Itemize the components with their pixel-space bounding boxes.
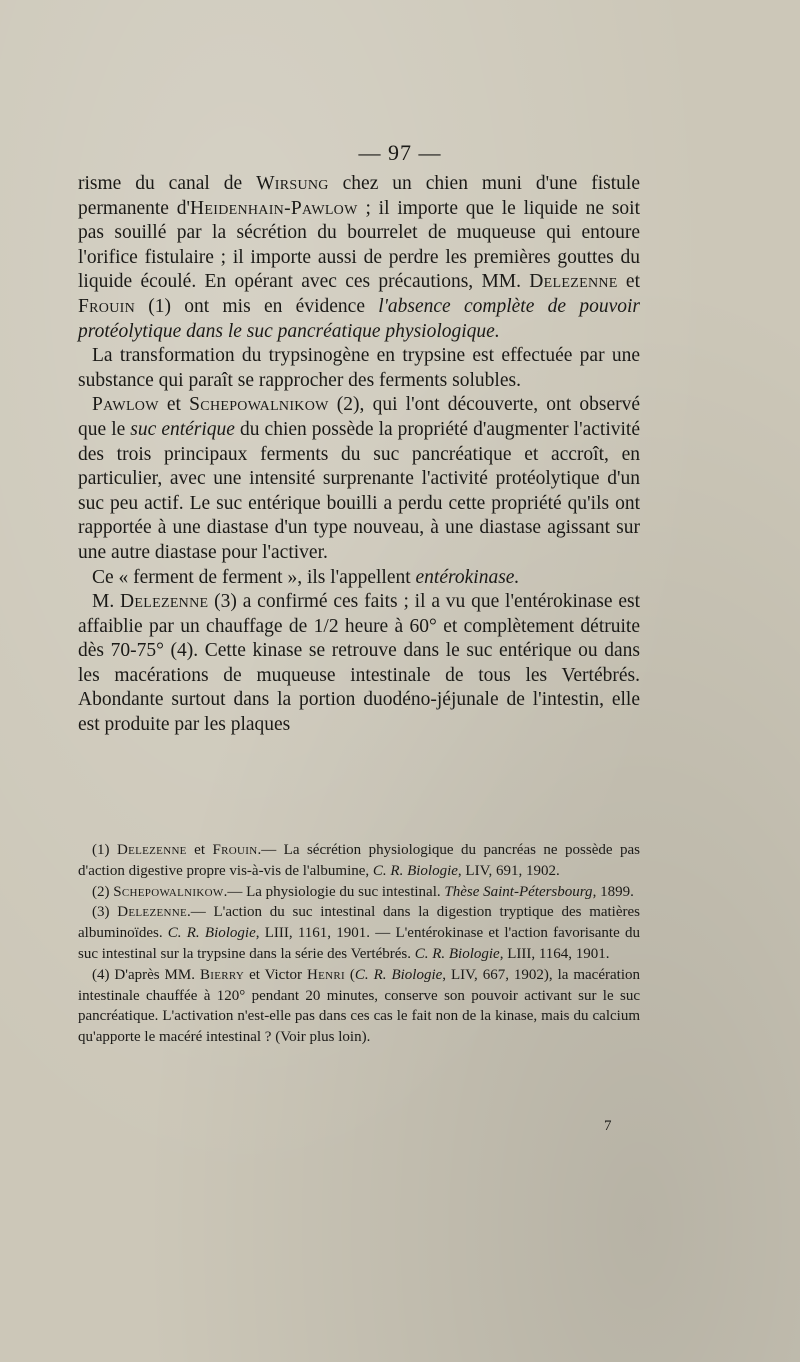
author-name: Frouin (78, 295, 135, 317)
journal-title: C. R. Biologie (354, 966, 443, 983)
author-name: Henri (306, 966, 345, 983)
paragraph-4: Ce « ferment de ferment », ils l'appellent entérokinase. (92, 566, 520, 588)
author-name: Schepowalnikow (113, 883, 224, 900)
paragraph-3: Pawlow et Schepowalnikow (2), qui l'ont découverte, ont observé que le suc entérique du chien possède la propriété d'augmenter l'activité des trois principaux ferments du suc pancréatique et accroît, en particulier, avec une intensité surprenante l'activité protéolytique d'un suc peu actif. Le suc entérique bouilli a perdu cette propriété qu'ils ont rapportée à une diastase d'un type nouveau, à une diastase agissant sur une autre diastase pour l'activer. (78, 394, 640, 563)
main-text (78, 172, 640, 738)
emphasis: l'absence complète de pouvoir protéolytique dans le suc pancréatique physiologique. (78, 295, 641, 342)
author-name: Delezenne (529, 271, 618, 293)
author-name: Delezenne (120, 591, 209, 613)
journal-title: Thèse Saint-Pétersbourg (444, 883, 593, 900)
footnote-4: (4) D'après MM. Bierry et Victor Henri (C. R. Biologie, LIV, 667, 1902), la macération intestinale chauffée à 120° pendant 20 minutes, conserve son pouvoir activant sur le suc pancréatique. L'activation n'est-elle pas dans ces cas le fait non de la kinase, mais du calcium qu'apporte le macéré intestinal ? (Voir plus loin). (78, 966, 640, 1046)
footnote-3: (3) Delezenne.— L'action du suc intestinal dans la digestion tryptique des matières albuminoïdes. C. R. Biologie, LIII, 1161, 1901. — L'entérokinase et l'action favorisante du suc intestinal sur la trypsine dans la série des Vertébrés. C. R. Biologie, LIII, 1164, 1901. (78, 904, 640, 962)
author-name: Schepowalnikow (189, 394, 329, 416)
paragraph-2: La transformation du trypsinogène en trypsine est effectuée par une substance qui paraît se rapprocher des ferments solubles. (78, 345, 640, 391)
author-name: Pawlow (92, 394, 159, 416)
journal-title: C. R. Biologie (414, 945, 500, 962)
footnote-2: (2) Schepowalnikow.— La physiologie du suc intestinal. Thèse Saint-Pétersbourg, 1899. (92, 883, 634, 900)
author-name: Delezenne (116, 842, 187, 858)
journal-title: C. R. Biologie (167, 925, 256, 942)
author-name: Heidenhain-Pawlow (190, 197, 358, 219)
author-name: Bierry (199, 966, 245, 983)
author-name: Wirsung (256, 173, 329, 194)
author-name: Frouin (212, 842, 258, 858)
emphasis: entérokinase. (415, 566, 520, 588)
footnotes (78, 840, 640, 1048)
journal-title: C. R. Biologie (372, 862, 458, 879)
emphasis: suc entérique (130, 418, 235, 440)
signature-mark: 7 (604, 1118, 612, 1134)
footnote-1: (1) Delezenne et Frouin.— La sécrétion physiologique du pancréas ne possède pas d'action digestive propre vis-à-vis de l'albumine, C. R. Biologie, LIV, 691, 1902. (78, 842, 640, 879)
paragraph-5: M. Delezenne (3) a confirmé ces faits ; il a vu que l'entérokinase est affaiblie par un chauffage de 1/2 heure à 60° et complètement détruite dès 70-75° (4). Cette kinase se retrouve dans le suc entérique ou dans les macérations de muqueuse intestinale de tous les Vertébrés. Abondante surtout dans la portion duodéno-jéjunale de l'intestin, elle est produite par les plaques (78, 591, 640, 736)
page-number: — 97 — (358, 140, 442, 165)
author-name: Delezenne (117, 904, 187, 921)
paragraph-1: risme du canal de Wirsung chez un chien muni d'une fistule permanente d'Heidenhain-Pawlow ; il importe que le liquide ne soit pas souillé par la sécrétion du bourrelet de muqueuse qui entoure l'orifice fistulaire ; il importe aussi de perdre les premières gouttes du liquide écoulé. En opérant avec ces précautions, MM. Delezenne et Frouin (1) ont mis en évidence l'absence complète de pouvoir protéolytique dans le suc pancréatique physiologique. (78, 173, 641, 342)
